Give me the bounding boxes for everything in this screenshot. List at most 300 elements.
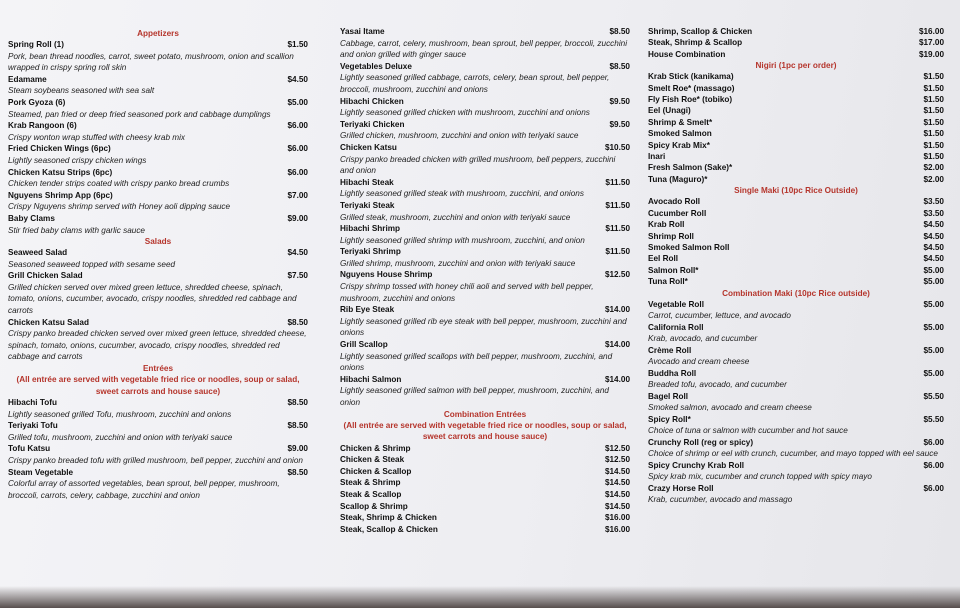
menu-column-left xyxy=(8,28,308,501)
menu-item-price: $12.50 xyxy=(604,270,630,280)
menu-item xyxy=(648,265,944,276)
menu-item-name: Hibachi Tofu xyxy=(8,398,57,408)
menu-item-description: Pork, bean thread noodles, carrot, sweet potato, mushroom, onion and scallion wrapped in crispy spring roll skin xyxy=(8,51,294,73)
menu-item-name: Yasai Itame xyxy=(340,27,385,36)
menu-item-description: Spicy krab mix, cucumber and crunch topped with spicy mayo xyxy=(648,471,872,481)
menu-item-row xyxy=(340,501,630,513)
menu-item-name: Buddha Roll xyxy=(648,368,697,378)
menu-item-price: $6.00 xyxy=(287,121,308,131)
menu-item xyxy=(648,26,944,37)
menu-item-name: Inari xyxy=(648,152,666,162)
menu-item-name: Spicy Krab Mix* xyxy=(648,140,710,150)
menu-item-name: Steam Vegetable xyxy=(8,467,74,477)
menu-item-name: Vegetables Deluxe xyxy=(340,61,412,71)
menu-item-row xyxy=(648,276,944,287)
menu-item-name: Cucumber Roll xyxy=(648,208,707,218)
menu-item-name: Shrimp & Smelt* xyxy=(648,117,713,127)
menu-item-price: $4.50 xyxy=(287,248,308,258)
menu-item-row xyxy=(648,299,944,310)
menu-item-row xyxy=(8,317,308,329)
menu-item-name: Bagel Roll xyxy=(648,391,689,401)
menu-item xyxy=(8,397,308,420)
menu-item xyxy=(340,512,630,524)
menu-item xyxy=(648,117,944,128)
section-heading: Appetizers xyxy=(137,29,179,38)
menu-item-price: $8.50 xyxy=(609,27,630,36)
menu-item-price: $6.00 xyxy=(923,437,944,447)
menu-item xyxy=(648,242,944,253)
menu-item xyxy=(648,253,944,264)
menu-item xyxy=(340,177,630,200)
menu-item-price: $9.00 xyxy=(287,444,308,454)
menu-item-row xyxy=(648,265,944,276)
menu-item xyxy=(8,167,308,190)
menu-item-price: $1.50 xyxy=(287,40,308,49)
menu-item-name: Krab Rangoon (6) xyxy=(8,121,77,131)
menu-item-description: Crispy panko breaded tofu with grilled mushroom, bell pepper, zucchini and onion xyxy=(8,456,303,465)
menu-item xyxy=(340,524,630,536)
menu-item xyxy=(340,61,630,96)
menu-item-description: Chicken tender strips coated with crispy panko bread crumbs xyxy=(8,179,230,189)
menu-item xyxy=(648,196,944,207)
menu-item-row xyxy=(340,304,630,316)
menu-item xyxy=(8,270,308,316)
menu-item-description: Crispy panko breaded chicken served over mixed green lettuce, shredded cheese, spinach, tomato, onions, cucumber, avocado, crispy noodles, shredded red cabbage and carrots xyxy=(8,329,307,362)
menu-item-name: Pork Gyoza (6) xyxy=(8,97,66,107)
menu-item-price: $8.50 xyxy=(287,421,308,431)
menu-item-price: $4.50 xyxy=(923,242,944,252)
section-heading: Combination Entrées xyxy=(443,409,527,419)
menu-item-description: Lightly seasoned grilled scallops with bell pepper, mushroom, zucchini, and onions xyxy=(340,351,613,373)
menu-item xyxy=(340,269,630,304)
menu-item-description: Lightly seasoned grilled salmon with bell pepper, mushroom, zucchini, and onion xyxy=(340,386,609,407)
menu-item-description: Grilled shrimp, mushroom, zucchini and onion with teriyaki sauce xyxy=(340,258,576,268)
menu-item-name: Spicy Roll* xyxy=(648,414,691,424)
menu-item-price: $8.50 xyxy=(287,398,308,408)
menu-item xyxy=(8,120,308,143)
menu-item xyxy=(340,200,630,223)
menu-item-description: Choice of tuna or salmon with cucumber and hot sauce xyxy=(648,425,848,435)
menu-item-price: $5.00 xyxy=(923,368,944,378)
menu-item-row xyxy=(340,142,630,154)
menu-item-price: $16.00 xyxy=(604,524,630,534)
menu-item xyxy=(340,466,630,478)
menu-item-price: $16.00 xyxy=(918,27,944,36)
menu-item-row xyxy=(648,219,944,230)
menu-item-name: Chicken Katsu Salad xyxy=(8,317,89,327)
menu-item xyxy=(648,414,944,437)
menu-item-name: Spicy Crunchy Krab Roll xyxy=(648,460,744,470)
menu-item-price: $1.50 xyxy=(923,106,944,116)
menu-item xyxy=(8,420,308,443)
menu-item-price: $12.50 xyxy=(604,455,630,465)
menu-item-name: Rib Eye Steak xyxy=(340,305,395,315)
menu-item-description: Steam soybeans seasoned with sea salt xyxy=(8,86,155,96)
menu-item-name: Nguyens Shrimp App (6pc) xyxy=(8,190,113,200)
menu-item-name: Krab Stick (kanikama) xyxy=(648,72,734,82)
menu-item-row xyxy=(648,391,944,402)
menu-item-row xyxy=(8,143,308,155)
menu-item-name: Chicken Katsu xyxy=(340,142,397,152)
menu-item-description: Grilled chicken served over mixed green lettuce, shredded cheese, spinach, tomato, onions, cucumber, avocado, crispy noodles, shredded red cabbage and carrots xyxy=(8,282,297,316)
menu-item-name: Spring Roll (1) xyxy=(8,40,64,49)
menu-item-price: $1.50 xyxy=(923,72,944,82)
menu-item-description: Cabbage, carrot, celery, mushroom, bean sprout, bell pepper, broccoli, zucchini and onion grilled with ginger sauce xyxy=(340,38,628,60)
menu-item-description: Lightly seasoned grilled rib eye steak with bell pepper, mushroom, zucchini and onions xyxy=(340,316,627,338)
menu-item xyxy=(8,317,308,363)
menu-item-description: Lightly seasoned grilled chicken with mushroom, zucchini and onions xyxy=(340,108,590,118)
menu-item-row xyxy=(648,151,944,162)
menu-item xyxy=(8,247,308,270)
menu-item-name: Steak & Scallop xyxy=(340,489,402,499)
menu-item-description: Breaded tofu, avocado, and cucumber xyxy=(648,379,787,389)
menu-item-description: Lightly seasoned crispy chicken wings xyxy=(8,155,147,165)
menu-item-description: Grilled tofu, mushroom, zucchini and onion with teriyaki sauce xyxy=(8,432,233,442)
menu-item-name: Tuna (Maguro)* xyxy=(648,174,708,184)
menu-column-right xyxy=(648,26,944,506)
menu-item-price: $8.50 xyxy=(609,61,630,71)
menu-item-price: $11.50 xyxy=(605,177,630,187)
menu-item-row xyxy=(340,200,630,212)
menu-item-row xyxy=(8,247,308,259)
menu-item-description: Lightly seasoned grilled shrimp with mushroom, zucchini, and onion xyxy=(340,235,585,245)
menu-item xyxy=(648,437,944,460)
menu-item-name: Avocado Roll xyxy=(648,197,701,207)
menu-item-row xyxy=(340,454,630,466)
menu-item-price: $7.00 xyxy=(287,190,308,200)
menu-item-description: Krab, cucumber, avocado and massago xyxy=(648,494,793,504)
menu-item-row xyxy=(340,489,630,501)
menu-item-price: $14.50 xyxy=(604,478,630,488)
menu-item xyxy=(340,246,630,269)
menu-item-price: $2.00 xyxy=(923,163,944,173)
menu-item-row xyxy=(340,269,630,281)
menu-item-name: Steak, Shrimp & Chicken xyxy=(340,513,437,523)
menu-item-description: Colorful array of assorted vegetables, bean sprout, bell pepper, mushroom, broccoli, carrots, celery, cabbage, zucchini and onion xyxy=(8,479,280,500)
menu-item-price: $6.00 xyxy=(287,144,308,154)
menu-item xyxy=(340,477,630,489)
menu-item-row xyxy=(648,368,944,379)
menu-item-price: $4.50 xyxy=(923,220,944,230)
menu-item-row xyxy=(8,39,308,51)
menu-item-name: Chicken & Shrimp xyxy=(340,443,411,453)
menu-item-description: Crispy Nguyens shrimp served with Honey aoli dipping sauce xyxy=(8,202,231,212)
section-note: (All entrée are served with vegetable fried rice or noodles, soup or salad, sweet carrots and house sauce) xyxy=(343,420,627,442)
menu-item-row xyxy=(648,128,944,139)
menu-column-middle xyxy=(340,26,630,535)
menu-item-name: Chicken Katsu Strips (6pc) xyxy=(8,167,113,177)
menu-item-name: Baby Clams xyxy=(8,213,55,223)
menu-item-price: $5.00 xyxy=(923,299,944,309)
table-shadow xyxy=(0,586,960,608)
menu-item-price: $6.00 xyxy=(923,460,944,470)
menu-item-price: $5.00 xyxy=(923,322,944,332)
menu-item-description: Lightly seasoned grilled Tofu, mushroom, zucchini and onions xyxy=(8,409,232,419)
menu-item-description: Crispy wonton wrap stuffed with cheesy krab mix xyxy=(8,132,186,142)
menu-item-price: $14.00 xyxy=(604,374,630,384)
menu-item-price: $11.50 xyxy=(605,200,630,210)
menu-item xyxy=(648,460,944,483)
menu-item-row xyxy=(648,196,944,207)
menu-item xyxy=(648,276,944,287)
section-heading: Nigiri (1pc per order) xyxy=(755,61,837,71)
section-heading: Salads xyxy=(144,237,172,247)
menu-item xyxy=(648,49,944,60)
menu-item-price: $1.50 xyxy=(923,117,944,127)
menu-item-name: Smoked Salmon xyxy=(648,129,712,139)
menu-item-name: Scallop & Shrimp xyxy=(340,501,408,511)
menu-item xyxy=(648,368,944,391)
menu-item-name: Steak & Shrimp xyxy=(340,478,401,488)
menu-item-name: Teriyaki Tofu xyxy=(8,421,58,431)
menu-item-price: $17.00 xyxy=(918,38,944,48)
menu-item-name: California Roll xyxy=(648,322,704,332)
menu-item-name: Hibachi Steak xyxy=(340,177,394,187)
menu-item-name: Hibachi Salmon xyxy=(340,374,402,384)
menu-item-price: $5.00 xyxy=(923,277,944,287)
menu-item-price: $16.00 xyxy=(604,513,630,523)
menu-item-row xyxy=(340,524,630,536)
menu-item-price: $5.50 xyxy=(923,414,944,424)
menu-item-row xyxy=(8,270,308,282)
menu-item-price: $1.50 xyxy=(923,140,944,150)
menu-item-price: $5.00 xyxy=(923,265,944,275)
menu-item xyxy=(8,213,308,236)
menu-item-name: Nguyens House Shrimp xyxy=(340,270,433,280)
menu-item-price: $10.50 xyxy=(604,142,630,152)
menu-item-row xyxy=(648,483,944,494)
menu-item xyxy=(648,128,944,139)
menu-item-price: $2.00 xyxy=(923,174,944,184)
menu-item-price: $9.50 xyxy=(609,119,630,129)
section-heading: Single Maki (10pc Rice Outside) xyxy=(734,186,858,196)
menu-item xyxy=(648,322,944,345)
menu-item-description: Stir fried baby clams with garlic sauce xyxy=(8,225,145,235)
menu-item-row xyxy=(8,397,308,409)
menu-item-row xyxy=(340,512,630,524)
menu-item xyxy=(648,483,944,506)
menu-item-name: Smoked Salmon Roll xyxy=(648,242,730,252)
menu-item-row xyxy=(340,96,630,108)
menu-item-row xyxy=(648,105,944,116)
menu-item xyxy=(340,339,630,374)
menu-item-row xyxy=(8,467,308,479)
menu-item-description: Avocado and cream cheese xyxy=(648,356,750,366)
menu-item-row xyxy=(340,374,630,386)
menu-item-row xyxy=(648,322,944,333)
menu-item xyxy=(648,94,944,105)
menu-item-row xyxy=(8,190,308,202)
menu-item-row xyxy=(648,83,944,94)
menu-item-price: $8.50 xyxy=(287,317,308,327)
menu-item-row xyxy=(648,26,944,37)
menu-item-row xyxy=(648,414,944,425)
menu-item xyxy=(340,374,630,409)
menu-item-name: Tuna Roll* xyxy=(648,277,688,287)
menu-item-name: Shrimp Roll xyxy=(648,231,694,241)
menu-item xyxy=(340,454,630,466)
menu-item-name: Eel Roll xyxy=(648,254,679,264)
menu-item-row xyxy=(8,167,308,179)
menu-item-name: Crunchy Roll (reg or spicy) xyxy=(648,437,754,447)
menu-item xyxy=(8,190,308,213)
menu-item-description: Lightly seasoned grilled steak with mushroom, zucchini, and onions xyxy=(340,189,584,199)
menu-item-price: $6.00 xyxy=(287,167,308,177)
menu-item xyxy=(8,39,308,74)
menu-item-name: Crème Roll xyxy=(648,345,692,355)
menu-item xyxy=(648,71,944,82)
menu-item xyxy=(340,304,630,339)
menu-item xyxy=(340,443,630,455)
menu-item-price: $14.50 xyxy=(604,466,630,476)
menu-item-name: Tofu Katsu xyxy=(8,444,51,454)
menu-item-row xyxy=(8,213,308,225)
menu-item-price: $6.00 xyxy=(923,483,944,493)
menu-item-price: $14.50 xyxy=(604,489,630,499)
menu-item-description: Smoked salmon, avocado and cream cheese xyxy=(648,402,812,412)
menu-item-name: Teriyaki Steak xyxy=(340,200,395,210)
menu-item-price: $1.50 xyxy=(923,152,944,162)
menu-item-row xyxy=(648,140,944,151)
menu-item-row xyxy=(648,242,944,253)
menu-item-name: Chicken & Scallop xyxy=(340,466,412,476)
menu-item-name: Steak, Scallop & Chicken xyxy=(340,524,438,534)
menu-item-price: $11.50 xyxy=(605,224,630,234)
menu-item-price: $7.50 xyxy=(287,271,308,281)
menu-item-row xyxy=(340,443,630,455)
menu-item-row xyxy=(340,26,630,38)
menu-item-name: Crazy Horse Roll xyxy=(648,483,714,493)
menu-item xyxy=(340,142,630,177)
menu-item-name: Shrimp, Scallop & Chicken xyxy=(648,27,753,36)
menu-item-price: $9.50 xyxy=(609,96,630,106)
menu-item-row xyxy=(8,443,308,455)
menu-item xyxy=(648,151,944,162)
menu-item xyxy=(340,489,630,501)
menu-item xyxy=(340,119,630,142)
menu-item-name: Fresh Salmon (Sake)* xyxy=(648,163,733,173)
menu-item xyxy=(340,96,630,119)
menu-item-row xyxy=(648,208,944,219)
menu-item xyxy=(648,105,944,116)
menu-item xyxy=(8,443,308,466)
menu-item-row xyxy=(648,253,944,264)
menu-item-row xyxy=(648,231,944,242)
menu-item-description: Seasoned seaweed topped with sesame seed xyxy=(8,259,176,269)
menu-item-row xyxy=(340,477,630,489)
menu-item-row xyxy=(340,223,630,235)
menu-item-row xyxy=(648,437,944,448)
menu-item-row xyxy=(340,339,630,351)
menu-item xyxy=(8,74,308,97)
section-heading: Combination Maki (10pc Rice outside) xyxy=(722,288,870,298)
menu-item xyxy=(648,231,944,242)
menu-item-row xyxy=(648,71,944,82)
menu-item-price: $5.50 xyxy=(923,391,944,401)
menu-item-row xyxy=(648,162,944,173)
menu-item-row xyxy=(8,120,308,132)
menu-item-row xyxy=(8,420,308,432)
menu-item-price: $4.50 xyxy=(923,254,944,264)
menu-item-row xyxy=(648,37,944,48)
menu-item-price: $14.00 xyxy=(604,340,630,350)
menu-item-price: $11.50 xyxy=(605,247,630,257)
menu-item xyxy=(648,219,944,230)
menu-item-description: Carrot, cucumber, lettuce, and avocado xyxy=(648,310,791,320)
menu-item-price: $4.50 xyxy=(287,74,308,84)
menu-item-description: Crispy shrimp tossed with honey chili aoli and served with bell pepper, mushroom, zucchini and onions xyxy=(340,282,594,303)
menu-item-price: $5.00 xyxy=(287,97,308,107)
menu-item xyxy=(648,299,944,322)
menu-item-row xyxy=(8,97,308,109)
menu-item-row xyxy=(648,460,944,471)
menu-item xyxy=(8,467,308,502)
section-heading: Entrées xyxy=(142,364,174,374)
menu-item xyxy=(648,345,944,368)
menu-item-name: Seaweed Salad xyxy=(8,248,68,258)
menu-item-description: Choice of shrimp or eel with crunch, cucumber, and mayo topped with eel sauce xyxy=(648,448,938,458)
menu-item-price: $1.50 xyxy=(923,129,944,139)
menu-item xyxy=(8,143,308,166)
menu-item-row xyxy=(340,119,630,131)
menu-item-name: Edamame xyxy=(8,74,47,84)
menu-item-name: House Combination xyxy=(648,49,726,59)
menu-item xyxy=(648,83,944,94)
menu-item-price: $12.50 xyxy=(604,443,630,453)
menu-item-description: Grilled chicken, mushroom, zucchini and onion with teriyaki sauce xyxy=(340,131,579,141)
menu-item-name: Smelt Roe* (massago) xyxy=(648,83,735,93)
menu-item-name: Teriyaki Chicken xyxy=(340,119,405,129)
menu-item-name: Grill Chicken Salad xyxy=(8,271,83,281)
menu-item-price: $5.00 xyxy=(923,345,944,355)
menu-item xyxy=(340,26,630,61)
menu-item-name: Chicken & Steak xyxy=(340,455,405,465)
menu-item-price: $14.50 xyxy=(604,501,630,511)
menu-item xyxy=(648,208,944,219)
menu-item-price: $19.00 xyxy=(918,49,944,59)
menu-item-price: $9.00 xyxy=(287,213,308,223)
menu-item-name: Hibachi Chicken xyxy=(340,96,404,106)
menu-item-price: $8.50 xyxy=(287,467,308,477)
menu-item-row xyxy=(340,61,630,73)
menu-item-name: Krab Roll xyxy=(648,220,685,230)
menu-item-price: $3.50 xyxy=(923,197,944,207)
menu-item-row xyxy=(340,466,630,478)
menu-item-price: $3.50 xyxy=(923,208,944,218)
menu-item-row xyxy=(8,74,308,86)
menu-item-row xyxy=(648,94,944,105)
menu-item xyxy=(8,97,308,120)
menu-item xyxy=(648,140,944,151)
menu-item-name: Hibachi Shrimp xyxy=(340,224,401,234)
menu-item-row xyxy=(648,345,944,356)
menu-item xyxy=(340,223,630,246)
menu-item-name: Eel (Unagi) xyxy=(648,106,691,116)
menu-item-price: $14.00 xyxy=(604,305,630,315)
menu-item-name: Fried Chicken Wings (6pc) xyxy=(8,144,111,154)
menu-item-price: $1.50 xyxy=(923,95,944,105)
menu-item-name: Teriyaki Shrimp xyxy=(340,247,401,257)
menu-item xyxy=(648,391,944,414)
section-note: (All entrée are served with vegetable fried rice or noodles, soup or salad, sweet carrots and house sauce) xyxy=(16,375,300,396)
menu-item-price: $1.50 xyxy=(923,83,944,93)
menu-item-name: Steak, Shrimp & Scallop xyxy=(648,38,743,48)
menu-item-row xyxy=(648,174,944,185)
menu-item xyxy=(648,37,944,48)
menu-item-price: $4.50 xyxy=(923,231,944,241)
menu-item-description: Krab, avocado, and cucumber xyxy=(648,333,758,343)
menu-item-row xyxy=(648,49,944,60)
